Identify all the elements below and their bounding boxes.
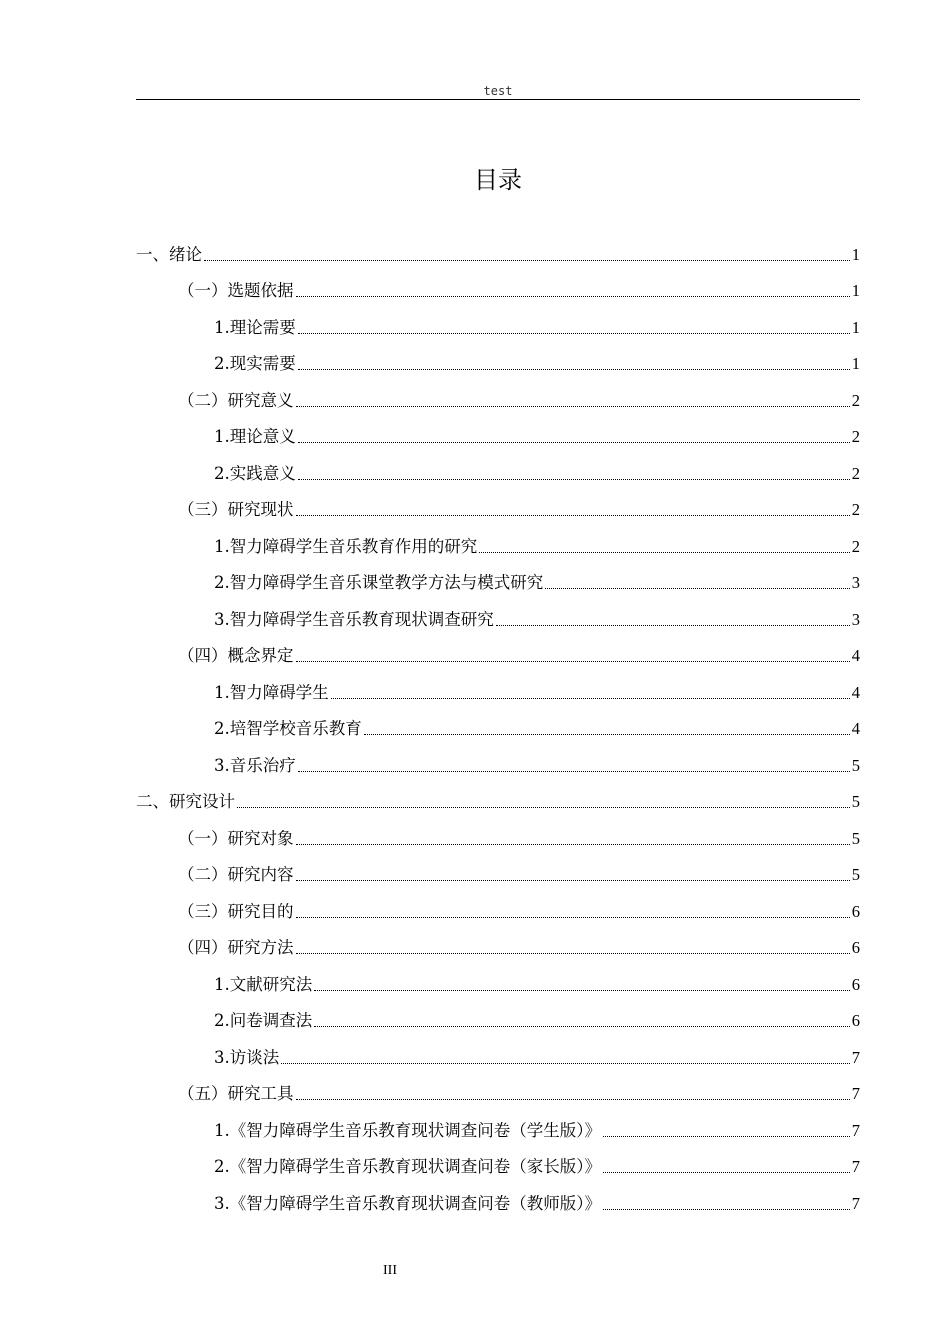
toc-entry[interactable] bbox=[136, 492, 860, 529]
toc-dot-leader bbox=[364, 734, 850, 735]
toc-dot-leader bbox=[298, 479, 850, 480]
toc-entry-text: （一）研究对象 bbox=[178, 828, 294, 848]
toc-dot-leader bbox=[496, 625, 850, 626]
toc-entry-page: 2 bbox=[851, 463, 860, 483]
toc-entry-page: 7 bbox=[851, 1157, 860, 1176]
toc-entry-text: 3.智力障碍学生音乐教育现状调查研究 bbox=[214, 609, 494, 629]
toc-entry-page: 1 bbox=[851, 317, 860, 337]
toc-entry[interactable] bbox=[136, 966, 860, 1003]
toc-dot-leader bbox=[296, 296, 850, 297]
toc-entry[interactable] bbox=[136, 565, 860, 602]
toc-entry-page: 4 bbox=[851, 682, 860, 702]
toc-entry-text: （二）研究内容 bbox=[178, 865, 294, 884]
toc-entry-text: 一、绪论 bbox=[136, 244, 202, 264]
toc-entry[interactable] bbox=[136, 309, 860, 346]
page-title: 目录 bbox=[474, 166, 522, 194]
header-rule bbox=[136, 99, 860, 100]
toc-entry-text: 2.现实需要 bbox=[214, 354, 296, 373]
toc-entry-page: 4 bbox=[851, 646, 860, 665]
toc-entry-text: 2.培智学校音乐教育 bbox=[214, 719, 362, 738]
toc-entry-text: 3.《智力障碍学生音乐教育现状调查问卷（教师版）》 bbox=[214, 1193, 601, 1213]
toc-dot-leader bbox=[296, 406, 850, 407]
toc-entry-page: 7 bbox=[851, 1193, 860, 1213]
toc-entry[interactable] bbox=[136, 528, 860, 565]
toc-entry-page: 5 bbox=[851, 865, 860, 884]
toc-dot-leader bbox=[603, 1136, 850, 1137]
toc-dot-leader bbox=[237, 807, 850, 808]
toc-entry-page: 6 bbox=[851, 938, 860, 957]
toc-entry-page: 3 bbox=[851, 573, 860, 592]
toc-entry[interactable] bbox=[136, 419, 860, 456]
toc-entry-page: 6 bbox=[851, 1011, 860, 1030]
toc-entry-page: 4 bbox=[851, 719, 860, 738]
toc-entry-text: （二）研究意义 bbox=[178, 390, 294, 410]
toc-entry[interactable] bbox=[136, 857, 860, 894]
table-of-contents bbox=[136, 236, 860, 1222]
toc-entry-text: （一）选题依据 bbox=[178, 281, 294, 300]
toc-entry[interactable] bbox=[136, 346, 860, 383]
toc-entry-text: 1.理论意义 bbox=[214, 427, 296, 446]
toc-entry-text: 二、研究设计 bbox=[136, 792, 235, 811]
toc-dot-leader bbox=[296, 953, 850, 954]
toc-entry-text: 3.音乐治疗 bbox=[214, 755, 296, 775]
toc-entry[interactable] bbox=[136, 1149, 860, 1186]
toc-entry[interactable] bbox=[136, 236, 860, 273]
toc-entry-page: 5 bbox=[851, 792, 860, 811]
toc-entry[interactable] bbox=[136, 674, 860, 711]
toc-entry-page: 6 bbox=[851, 901, 860, 921]
toc-dot-leader bbox=[298, 771, 850, 772]
toc-entry-text: 2.智力障碍学生音乐课堂教学方法与模式研究 bbox=[214, 573, 544, 592]
toc-entry-text: （四）研究方法 bbox=[178, 938, 294, 957]
footer-page-number: III bbox=[383, 1263, 397, 1278]
toc-dot-leader bbox=[603, 1172, 850, 1173]
toc-dot-leader bbox=[296, 844, 850, 845]
toc-entry-text: 1.智力障碍学生音乐教育作用的研究 bbox=[214, 536, 478, 556]
toc-entry[interactable] bbox=[136, 382, 860, 419]
toc-entry[interactable] bbox=[136, 1185, 860, 1222]
toc-dot-leader bbox=[296, 1099, 850, 1100]
toc-entry-text: 1.智力障碍学生 bbox=[214, 682, 329, 702]
toc-dot-leader bbox=[296, 917, 850, 918]
toc-entry-text: （五）研究工具 bbox=[178, 1084, 294, 1103]
toc-entry-page: 5 bbox=[851, 828, 860, 848]
toc-dot-leader bbox=[281, 1063, 850, 1064]
page-header: test bbox=[483, 84, 513, 98]
toc-entry-text: 1.《智力障碍学生音乐教育现状调查问卷（学生版）》 bbox=[214, 1120, 601, 1140]
toc-entry-text: （三）研究现状 bbox=[178, 500, 294, 519]
toc-entry[interactable] bbox=[136, 638, 860, 675]
toc-entry-text: （四）概念界定 bbox=[178, 646, 294, 665]
toc-entry-page: 6 bbox=[851, 974, 860, 994]
toc-dot-leader bbox=[296, 661, 850, 662]
toc-entry-page: 1 bbox=[851, 281, 860, 300]
toc-dot-leader bbox=[603, 1209, 850, 1210]
toc-entry-text: 2.实践意义 bbox=[214, 463, 296, 483]
toc-entry[interactable] bbox=[136, 893, 860, 930]
toc-entry[interactable] bbox=[136, 747, 860, 784]
toc-entry[interactable] bbox=[136, 711, 860, 748]
toc-dot-leader bbox=[314, 1026, 850, 1027]
toc-entry[interactable] bbox=[136, 273, 860, 310]
toc-entry-page: 2 bbox=[851, 536, 860, 556]
toc-dot-leader bbox=[479, 552, 850, 553]
toc-entry-page: 1 bbox=[851, 354, 860, 373]
toc-entry-text: 2.问卷调查法 bbox=[214, 1011, 313, 1030]
toc-entry-text: 2.《智力障碍学生音乐教育现状调查问卷（家长版）》 bbox=[214, 1157, 601, 1176]
toc-entry-page: 5 bbox=[851, 755, 860, 775]
toc-entry-page: 2 bbox=[851, 500, 860, 519]
toc-dot-leader bbox=[296, 515, 850, 516]
toc-entry[interactable] bbox=[136, 1076, 860, 1113]
toc-entry-page: 2 bbox=[851, 390, 860, 410]
toc-dot-leader bbox=[298, 442, 850, 443]
toc-entry[interactable] bbox=[136, 1039, 860, 1076]
toc-dot-leader bbox=[204, 260, 850, 261]
toc-entry-page: 7 bbox=[851, 1120, 860, 1140]
toc-entry[interactable] bbox=[136, 1003, 860, 1040]
toc-dot-leader bbox=[314, 990, 850, 991]
toc-dot-leader bbox=[545, 588, 850, 589]
toc-entry-page: 3 bbox=[851, 609, 860, 629]
toc-entry-text: 1.理论需要 bbox=[214, 317, 296, 337]
toc-dot-leader bbox=[296, 880, 850, 881]
toc-entry[interactable] bbox=[136, 455, 860, 492]
toc-dot-leader bbox=[298, 369, 850, 370]
toc-entry-page: 7 bbox=[851, 1084, 860, 1103]
toc-entry-page: 1 bbox=[851, 244, 860, 264]
toc-entry[interactable] bbox=[136, 784, 860, 821]
toc-entry-page: 2 bbox=[851, 427, 860, 446]
toc-entry[interactable] bbox=[136, 820, 860, 857]
toc-dot-leader bbox=[298, 333, 850, 334]
toc-entry-text: 1.文献研究法 bbox=[214, 974, 313, 994]
toc-dot-leader bbox=[331, 698, 850, 699]
toc-entry[interactable] bbox=[136, 930, 860, 967]
toc-entry-page: 7 bbox=[851, 1047, 860, 1067]
toc-entry[interactable] bbox=[136, 601, 860, 638]
toc-entry-text: （三）研究目的 bbox=[178, 901, 294, 921]
toc-entry[interactable] bbox=[136, 1112, 860, 1149]
toc-entry-text: 3.访谈法 bbox=[214, 1047, 280, 1067]
